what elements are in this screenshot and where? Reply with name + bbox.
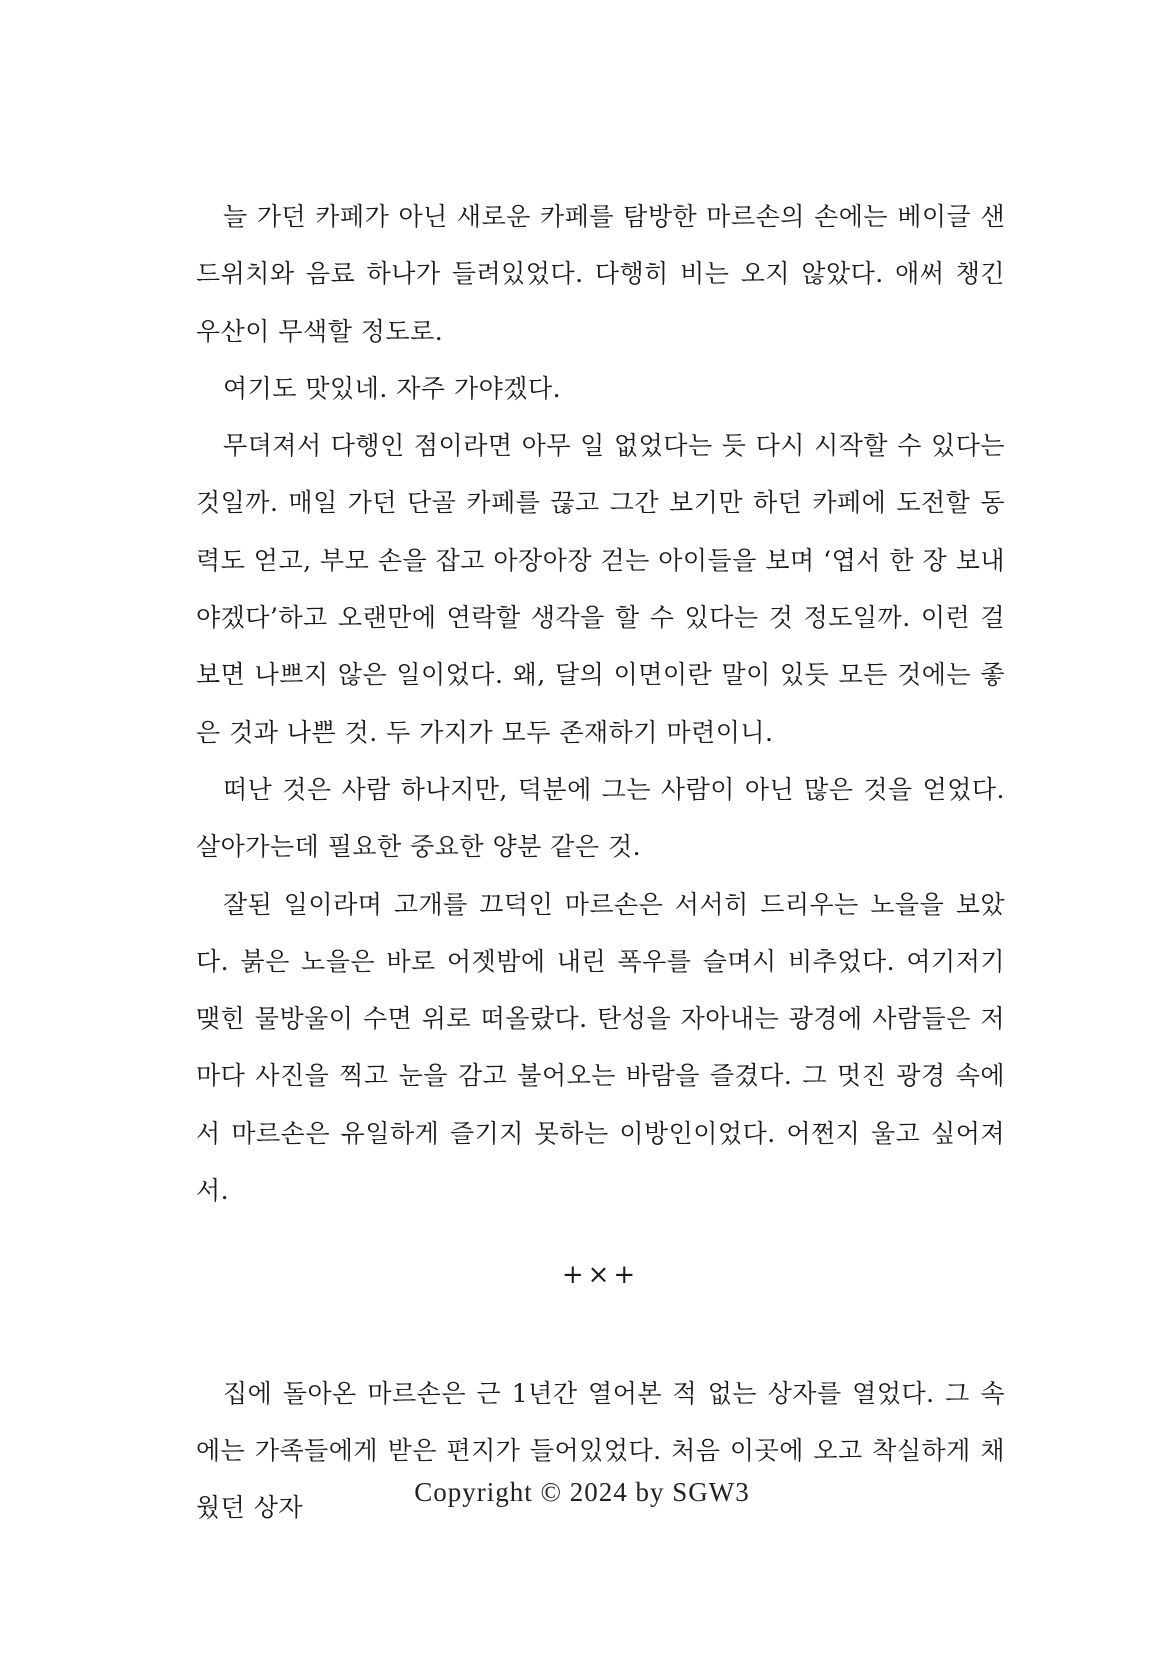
body-text bbox=[196, 188, 1005, 1537]
copyright-footer: Copyright © 2024 by SGW3 bbox=[414, 1477, 750, 1507]
paragraph-3: 무뎌져서 다행인 점이라면 아무 일 없었다는 듯 다시 시작할 수 있다는 것일까. 매일 가던 단골 카페를 끊고 그간 보기만 하던 카페에 도전할 동력도 얻고, 부모 손을 잡고 아장아장 걷는 아이들을 보며 ‘엽서 한 장 보내야겠다’하고 오랜만에 연락할 생각을 할 수 있다는 것 정도일까. 이런 걸 보면 나쁘지 않은 일이었다. 왜, 달의 이면이란 말이 있듯 모든 것에는 좋은 것과 나쁜 것. 두 가지가 모두 존재하기 마련이니. bbox=[196, 431, 1005, 747]
section-divider: +×+ bbox=[561, 1260, 640, 1291]
paragraph-2: 여기도 맛있네. 자주 가야겠다. bbox=[223, 373, 562, 403]
paragraph-6: 집에 돌아온 마르손은 근 1년간 열어본 적 없는 상자를 열었다. 그 속에는 가족들에게 받은 편지가 들어있었다. 처음 이곳에 오고 착실하게 채웠던 상자 bbox=[196, 1378, 1005, 1523]
paragraph-4: 떠난 것은 사람 하나지만, 덕분에 그는 사람이 아닌 많은 것을 얻었다. 살아가는데 필요한 중요한 양분 같은 것. bbox=[196, 774, 1005, 862]
paragraph-1: 늘 가던 카페가 아닌 새로운 카페를 탐방한 마르손의 손에는 베이글 샌드위치와 음료 하나가 들려있었다. 다행히 비는 오지 않았다. 애써 챙긴 우산이 무색할 정도로. bbox=[196, 202, 1005, 346]
paragraph-5: 잘된 일이라며 고개를 끄덕인 마르손은 서서히 드리우는 노을을 보았다. 붉은 노을은 바로 어젯밤에 내린 폭우를 슬며시 비추었다. 여기저기 맺힌 물방울이 수면 위로 떠올랐다. 탄성을 자아내는 광경에 사람들은 저마다 사진을 찍고 눈을 감고 불어오는 바람을 즐겼다. 그 멋진 광경 속에서 마르손은 유일하게 즐기지 못하는 이방인이었다. 어쩐지 울고 싶어져서. bbox=[196, 889, 1005, 1206]
